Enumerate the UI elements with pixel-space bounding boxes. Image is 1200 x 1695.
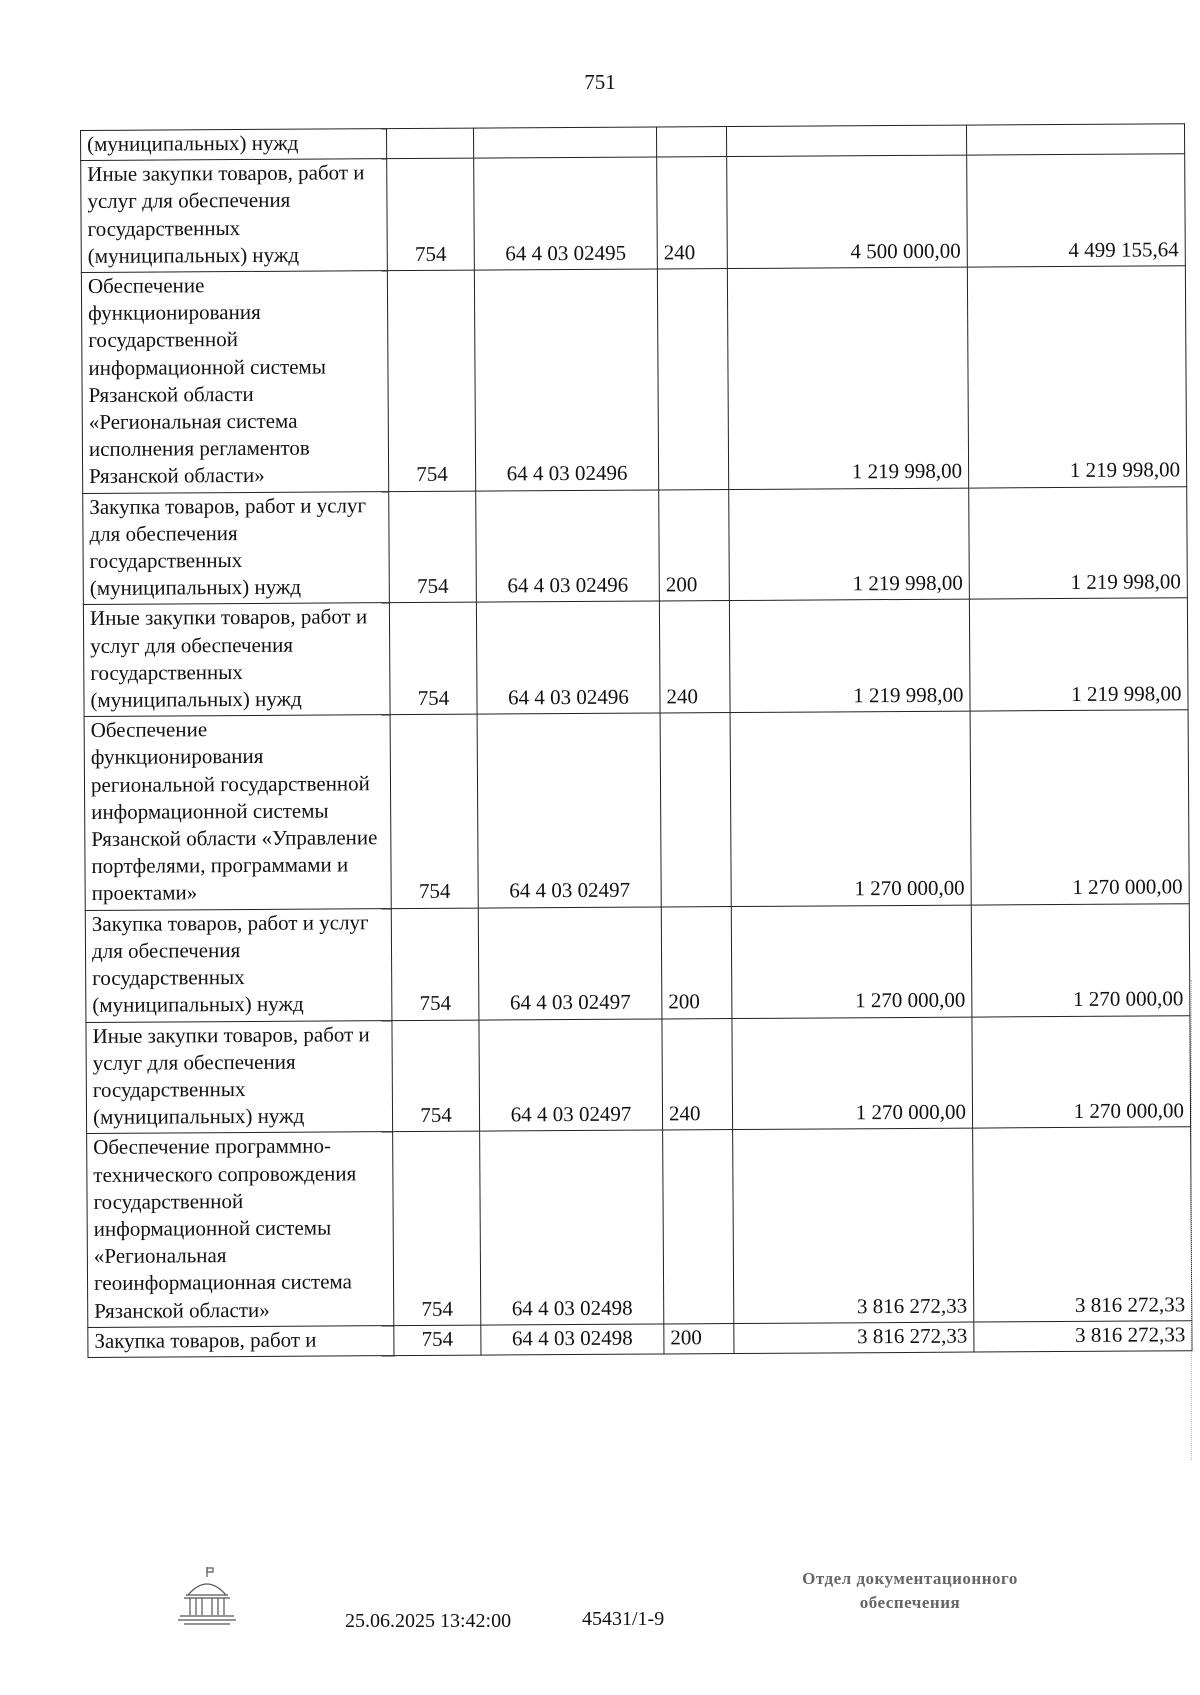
- duma-building-icon: [176, 1565, 238, 1627]
- document-datetime: 25.06.2025 13:42:00: [345, 1610, 512, 1632]
- cell-csr: 64 4 03 02495: [474, 157, 658, 270]
- cell-ved: 754: [387, 158, 475, 270]
- department-stamp: [760, 1567, 1060, 1615]
- cell-name: Обеспечение функционирования государственной информационной системы Рязанской области «Региональная система исполнения регламентов Рязанской области»: [81, 271, 388, 493]
- cell-vr: 240: [659, 601, 730, 713]
- cell-ved: 754: [391, 908, 479, 1020]
- scan-edge-marks: [1188, 980, 1192, 1460]
- cell-ved: 754: [394, 1325, 481, 1356]
- cell-vr: [660, 713, 731, 907]
- cell-sum2: 1 270 000,00: [972, 1015, 1191, 1128]
- cell-vr: 200: [664, 1323, 734, 1354]
- cell-sum2: 1 219 998,00: [967, 266, 1186, 488]
- table-row: [83, 486, 1188, 605]
- cell-ved: [386, 128, 473, 159]
- cell-name: Иные закупки товаров, работ и услуг для обеспечения государственных (муниципальных) нужд: [81, 159, 388, 273]
- cell-sum1: 1 270 000,00: [730, 711, 971, 906]
- cell-sum2: 3 816 272,33: [974, 1320, 1192, 1352]
- cell-sum2: 3 816 272,33: [973, 1127, 1192, 1322]
- cell-vr: 240: [662, 1018, 733, 1130]
- cell-ved: 754: [387, 270, 475, 491]
- cell-vr: [656, 127, 726, 158]
- cell-name: Иные закупки товаров, работ и услуг для обеспечения государственных (муниципальных) нужд: [86, 1020, 393, 1134]
- table-row: [87, 1127, 1192, 1327]
- cell-sum1: 1 270 000,00: [731, 905, 972, 1018]
- cell-sum1: 1 270 000,00: [732, 1017, 973, 1130]
- table-row: [81, 154, 1186, 273]
- cell-name: Обеспечение программно-технического сопровождения государственной информационной системы «Региональная геоинформационная система Рязанской области»: [87, 1132, 394, 1327]
- table-row: [84, 710, 1189, 910]
- cell-sum1: 1 219 998,00: [729, 488, 970, 601]
- cell-sum2: 1 270 000,00: [970, 710, 1189, 905]
- table-row: [85, 903, 1190, 1022]
- cell-ved: 754: [390, 714, 478, 908]
- cell-vr: 200: [661, 906, 732, 1018]
- cell-sum2: 1 270 000,00: [971, 903, 1190, 1016]
- cell-name: Иные закупки товаров, работ и услуг для обеспечения государственных (муниципальных) нужд: [83, 603, 390, 717]
- stamp-line-1: Отдел документационного: [802, 1569, 1018, 1588]
- cell-ved: 754: [392, 1020, 480, 1132]
- cell-vr: 200: [659, 489, 730, 601]
- cell-sum1: 1 219 998,00: [727, 267, 968, 489]
- cell-csr: 64 4 03 02498: [481, 1324, 664, 1355]
- cell-sum2: 1 219 998,00: [969, 486, 1188, 599]
- stamp-line-2: обеспечения: [859, 1593, 961, 1612]
- page-number: 751: [584, 70, 616, 94]
- cell-name: Обеспечение функционирования региональной государственной информационной системы Рязанской области «Управление портфелями, программами и проектами»: [84, 715, 391, 910]
- cell-name: (муниципальных) нужд: [81, 129, 387, 161]
- cell-csr: 64 4 03 02496: [474, 269, 658, 491]
- cell-ved: 754: [389, 491, 477, 603]
- table-row: [86, 1015, 1191, 1134]
- cell-csr: 64 4 03 02497: [478, 907, 662, 1020]
- cell-sum2: 4 499 155,64: [967, 154, 1186, 267]
- registration-number: 45431/1-9: [582, 1608, 665, 1630]
- cell-csr: 64 4 03 02497: [479, 1018, 663, 1131]
- table-row: [81, 266, 1186, 493]
- cell-sum1: 1 219 998,00: [729, 600, 970, 713]
- cell-vr: 240: [657, 157, 728, 269]
- table-row: [83, 598, 1188, 717]
- cell-vr: [663, 1130, 734, 1324]
- cell-sum1: 4 500 000,00: [727, 155, 968, 268]
- cell-name: Закупка товаров, работ и услуг для обеспечения государственных (муниципальных) нужд: [83, 491, 390, 605]
- cell-csr: 64 4 03 02497: [477, 713, 661, 908]
- cell-sum2: 1 219 998,00: [969, 598, 1188, 711]
- cell-ved: 754: [389, 603, 477, 715]
- cell-name: Закупка товаров, работ и: [88, 1325, 394, 1357]
- cell-sum1: [726, 125, 966, 157]
- budget-table: [80, 123, 1192, 1358]
- cell-sum2: [966, 124, 1184, 156]
- cell-vr: [657, 269, 728, 490]
- cell-ved: 754: [393, 1131, 481, 1325]
- cell-name: Закупка товаров, работ и услуг для обеспечения государственных (муниципальных) нужд: [85, 908, 392, 1022]
- cell-csr: 64 4 03 02496: [476, 601, 660, 714]
- cell-sum1: 3 816 272,33: [734, 1322, 974, 1354]
- table-row: [88, 1320, 1192, 1357]
- cell-csr: 64 4 03 02496: [476, 490, 660, 603]
- cell-csr: [473, 127, 656, 158]
- cell-sum1: 3 816 272,33: [733, 1128, 974, 1323]
- cell-csr: 64 4 03 02498: [480, 1130, 664, 1325]
